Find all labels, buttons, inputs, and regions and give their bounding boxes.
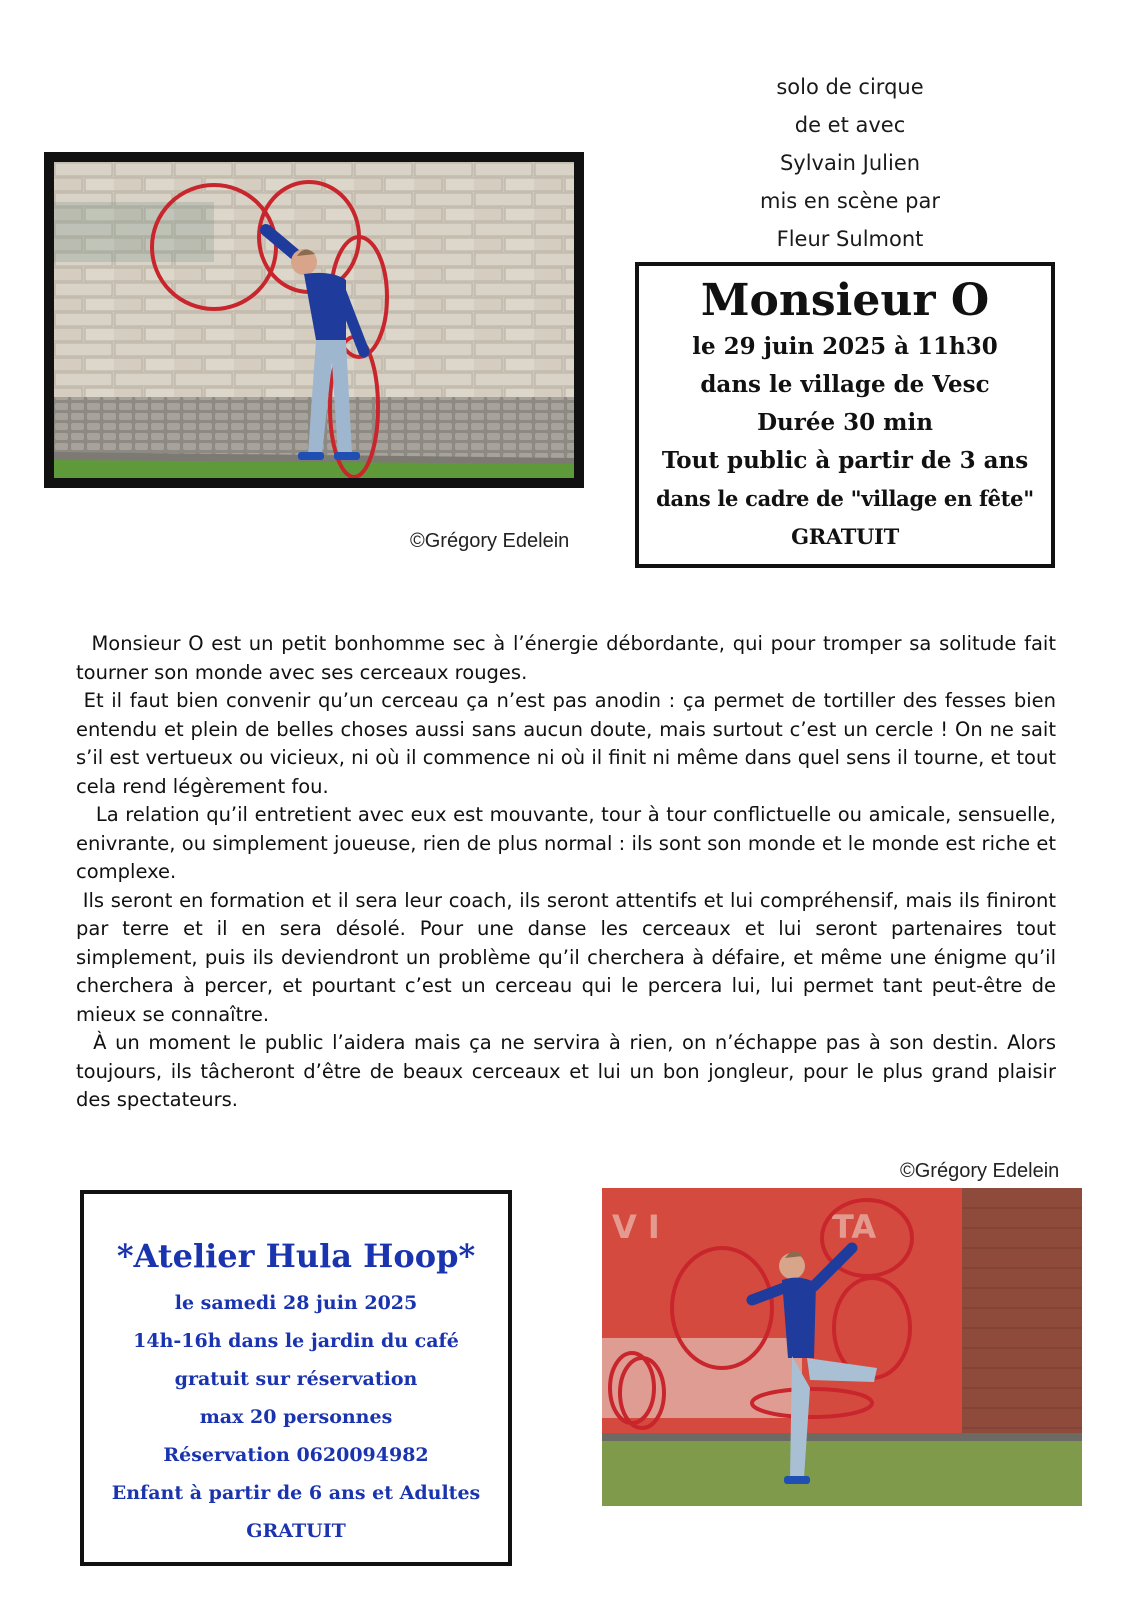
atelier-title: *Atelier Hula Hoop* <box>116 1237 476 1275</box>
show-date: le 29 juin 2025 à 11h30 <box>692 333 998 360</box>
credit-line: de et avec <box>794 113 906 137</box>
show-title: Monsieur O <box>700 275 990 326</box>
atelier-line: gratuit sur réservation <box>174 1368 418 1390</box>
show-context: dans le cadre de "village en fête" <box>656 486 1034 511</box>
credit-line: Fleur Sulmont <box>776 227 924 251</box>
performer-illustration-2 <box>602 1188 1082 1506</box>
atelier-line: le samedi 28 juin 2025 <box>174 1292 418 1314</box>
show-place: dans le village de Vesc <box>700 371 990 398</box>
show-audience: Tout public à partir de 3 ans <box>661 447 1029 474</box>
atelier-line: GRATUIT <box>246 1520 346 1542</box>
performer-photo-2 <box>602 1188 1082 1506</box>
description-text <box>76 630 1063 1115</box>
performer-illustration-1 <box>54 162 574 478</box>
description-paragraph: À un moment le public l’aidera mais ça ne servira à rien, on n’échappe pas à son destin. Alors toujours, ils tâcheront d’être de beaux cerceaux et lui un bon jongleur, pour le plus grand plaisir des spectateurs. <box>76 1031 1063 1111</box>
atelier-line: Enfant à partir de 6 ans et Adultes <box>111 1482 481 1504</box>
photo-credit: ©Grégory Edelein <box>410 530 570 552</box>
performer-photo-1 <box>44 152 584 488</box>
credit-line: solo de cirque <box>776 75 924 99</box>
svg-text:V I: V I <box>612 1208 660 1246</box>
svg-text:TA: TA <box>832 1208 877 1246</box>
atelier-line: Réservation 0620094982 <box>163 1444 429 1466</box>
credits-block <box>700 68 1000 258</box>
atelier-box <box>80 1190 512 1566</box>
show-price: GRATUIT <box>791 524 899 549</box>
show-duration: Durée 30 min <box>757 409 933 436</box>
description-paragraph: La relation qu’il entretient avec eux est mouvante, tour à tour conflictuelle ou amicale, sensuelle, enivrante, ou simplement joueuse, rien de plus normal : ils sont son monde et le monde est riche et complexe. <box>76 803 1063 883</box>
atelier-line: 14h-16h dans le jardin du café <box>133 1330 459 1352</box>
description-paragraph: Monsieur O est un petit bonhomme sec à l’énergie débordante, qui pour tromper sa solitude fait tourner son monde avec ses cerceaux rouges. <box>76 632 1063 684</box>
photo-credit: ©Grégory Edelein <box>900 1160 1060 1182</box>
show-info-box <box>635 262 1055 568</box>
description-paragraph: Et il faut bien convenir qu’un cerceau ça n’est pas anodin : ça permet de tortiller des fesses bien entendu et plein de belles choses aussi sans aucun doute, mais surtout c’est un cercle ! On ne sait s’il est vertueux ou vicieux, ni où il commence ni où il finit ni même dans quel sens il tourne, et tout cela rend légèrement fou. <box>76 689 1063 798</box>
description-paragraph: Ils seront en formation et il sera leur coach, ils seront attentifs et lui compréhensif, mais ils finiront par terre et il en sera désolé. Pour une danse les cerceaux et lui seront partenaires tout simplement, puis ils deviendront un problème qu’il cherchera à défaire, et même une énigme qu’il cherchera à percer, et pourtant c’est un cerceau qui le percera lui, lui permet tant peut-être de mieux se connaître. <box>76 888 1063 1026</box>
credit-line: mis en scène par <box>760 189 940 213</box>
atelier-line: max 20 personnes <box>199 1406 393 1428</box>
credit-line: Sylvain Julien <box>779 151 921 175</box>
